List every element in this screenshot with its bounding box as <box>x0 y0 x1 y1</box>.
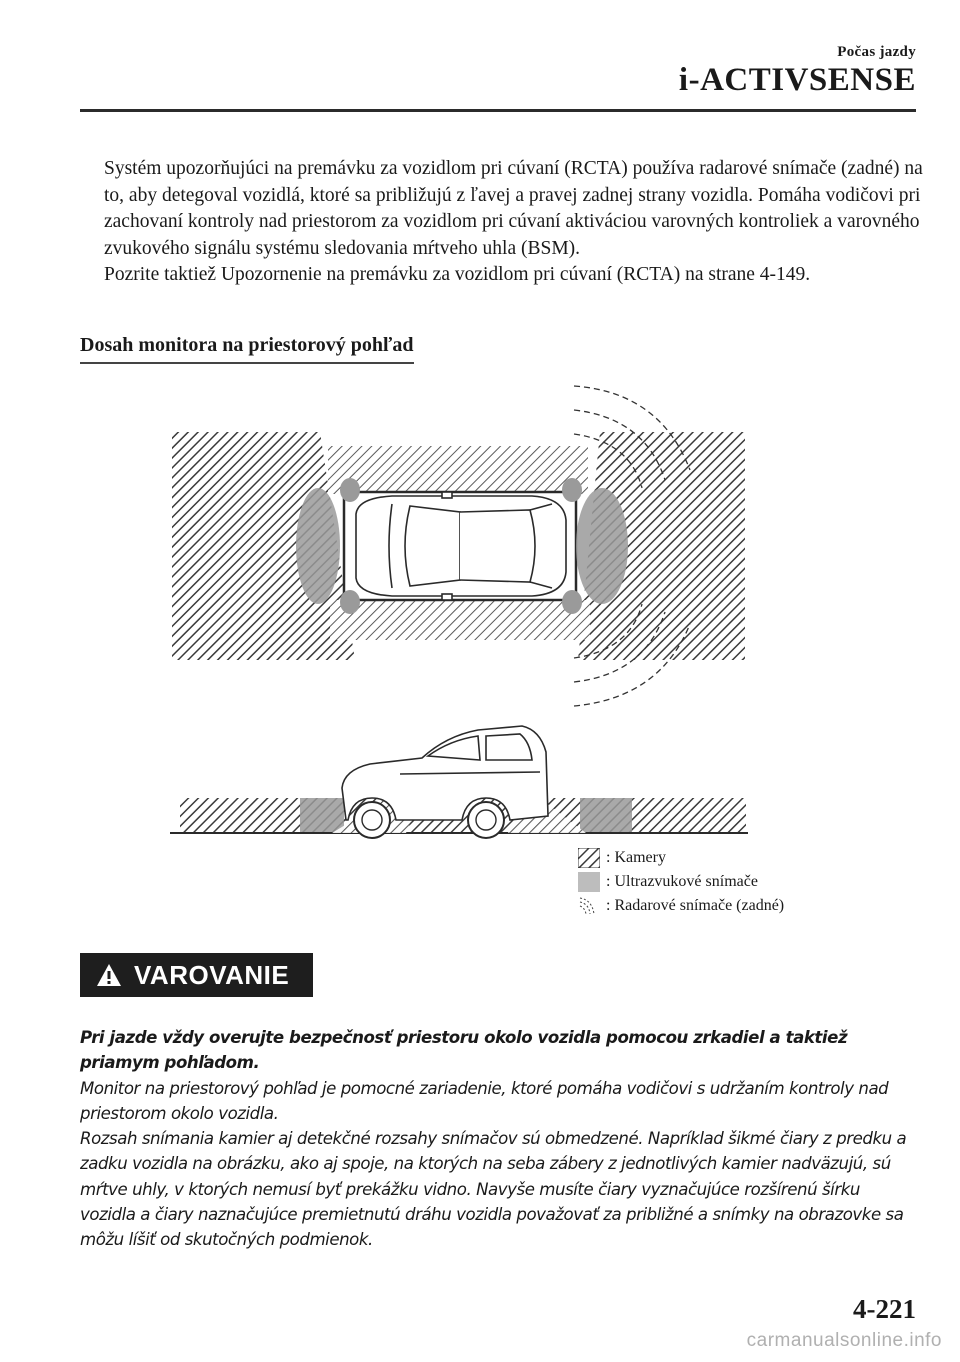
top-view <box>172 386 745 706</box>
car-top-view <box>356 492 566 600</box>
warning-text <box>80 1025 920 1253</box>
watermark: carmanualsonline.info <box>746 1330 942 1351</box>
coverage-diagram <box>160 380 760 840</box>
gray-swatch-icon <box>578 872 600 892</box>
legend-label: : Ultrazvukové snímače <box>606 873 758 890</box>
legend-label: : Kamery <box>606 849 666 866</box>
header-rule <box>80 109 916 112</box>
intro-reference: Pozrite taktiež Upozornenie na premávku za vozidlom pri cúvaní (RCTA) na strane 4-149. <box>104 264 811 285</box>
warning-banner <box>80 953 313 997</box>
subsection-title: Počas jazdy <box>837 44 916 60</box>
legend-item-ultrasonic <box>578 870 784 894</box>
front-sensor-zone <box>296 488 340 604</box>
hatch-swatch-icon <box>578 848 600 868</box>
warning-paragraph: Monitor na priestorový pohľad je pomocné zariadenie, ktoré pomáha vodičovi s udržaním kontroly nad priestorom okolo vozidla. <box>80 1078 889 1123</box>
side-camera-zone-top <box>328 446 588 494</box>
radar-arcs-icon <box>578 896 600 916</box>
rear-sensor-zone <box>576 488 628 604</box>
subheading: Dosah monitora na priestorový pohľad <box>80 334 414 364</box>
legend-item-cameras <box>578 846 784 870</box>
warning-triangle-icon <box>96 963 122 987</box>
side-view <box>170 726 748 838</box>
section-title: i-ACTIVSENSE <box>678 62 916 98</box>
intro-paragraph: Systém upozorňujúci na premávku za vozidlom pri cúvaní (RCTA) používa radarové snímače (zadné) na to, aby detegoval vozidlá, ktoré sa približujú z ľavej a pravej zadnej strany vozidla. Pomáha vodičovi pri zachovaní kontroly nad priestorom za vozidlom pri cúvaní aktiváciou varovných kontroliek a varovného zvukového signálu systému sledovania mŕtveho uhla (BSM). <box>104 158 923 259</box>
side-camera-zone-bottom <box>330 600 590 640</box>
diagram-legend <box>578 846 784 918</box>
legend-item-radar <box>578 894 784 918</box>
legend-label: : Radarové snímače (zadné) <box>606 897 785 914</box>
intro-text <box>104 156 924 289</box>
warning-bold-text: Pri jazde vždy overujte bezpečnosť priestoru okolo vozidla pomocou zrkadiel a taktiež priamym pohľadom. <box>80 1028 848 1073</box>
warning-paragraph: Rozsah snímania kamier aj detekčné rozsahy snímačov sú obmedzené. Napríklad šikmé čiary z predku a zadku vozidla na obrázku, ako aj spoje, na ktorých na seba zábery z jednotlivých kamier nadväzujú, sú mŕtve uhly, v ktorých nemusí byť prekážku vidno. Navyše musíte čiary vyznačujúce rozšírenú šírku vozidla a čiary naznačujúce premietnutú dráhu vozidla považovať za približné a snímky na obrazovke sa môžu líšiť od skutočných podmienok. <box>80 1129 907 1250</box>
page-header <box>80 44 916 98</box>
warning-label: VAROVANIE <box>134 959 290 990</box>
page-number: 4-221 <box>853 1294 916 1324</box>
